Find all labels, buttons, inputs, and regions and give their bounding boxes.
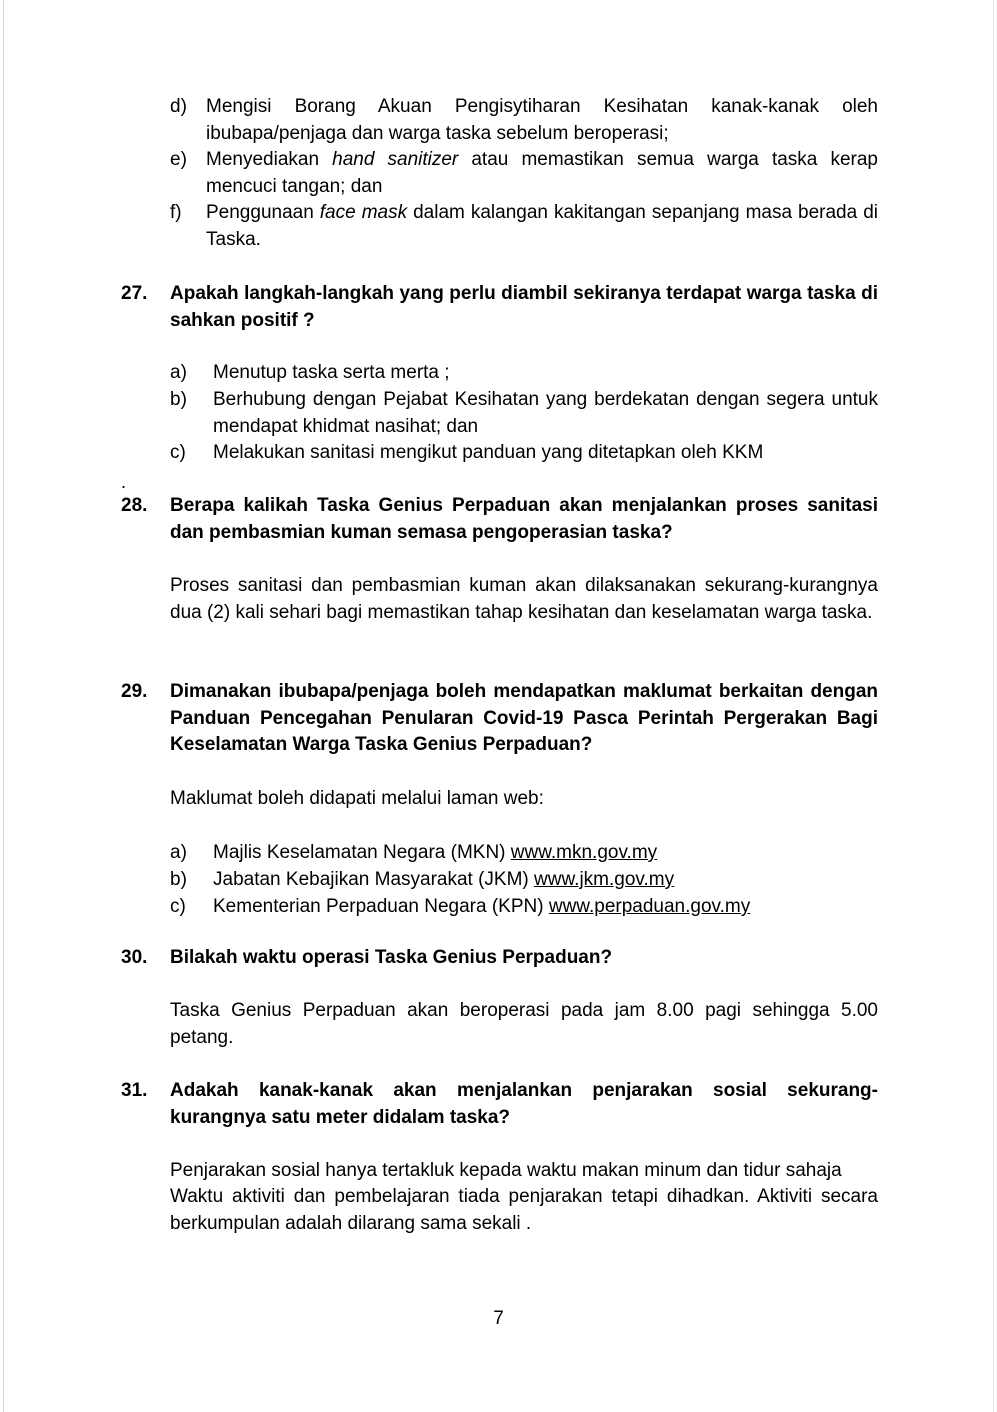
list-item-c	[0, 440, 997, 467]
website-item-jkm	[0, 867, 997, 894]
question-number: 28.	[121, 495, 148, 516]
question-text: Dimanakan ibubapa/penjaga boleh mendapatkan maklumat berkaitan dengan Panduan Pencegahan Penularan Covid-19 Pasca Perintah Pergerakan Bagi Keselamatan Warga Taska Genius Perpaduan?	[170, 681, 878, 755]
list-item-f	[0, 200, 997, 253]
text-after: dalam kalangan kakitangan sepanjang masa berada di Taska.	[206, 202, 878, 250]
agency-name: Majlis Keselamatan Negara (MKN)	[213, 842, 511, 863]
list-item-d	[0, 94, 997, 147]
text-before: Penggunaan	[206, 202, 320, 223]
website-item-kpn	[0, 894, 997, 921]
question-text: Adakah kanak-kanak akan menjalankan penjarakan sosial sekurang-kurangnya satu meter didalam taska?	[170, 1080, 878, 1128]
list-marker: d)	[170, 96, 187, 117]
text-before: Menyediakan	[206, 149, 333, 170]
list-item-e	[0, 147, 997, 200]
list-item-text: Mengisi Borang Akuan Pengisytiharan Kesihatan kanak-kanak oleh ibubapa/penjaga dan warga taska sebelum beroperasi;	[206, 96, 878, 144]
page-number: 7	[493, 1308, 504, 1329]
answer-text: Taska Genius Perpaduan akan beroperasi pada jam 8.00 pagi sehingga 5.00 petang.	[170, 1000, 878, 1048]
list-marker: a)	[170, 362, 187, 383]
question-text: Berapa kalikah Taska Genius Perpaduan akan menjalankan proses sanitasi dan pembasmian kuman semasa pengoperasian taska?	[170, 495, 878, 543]
answer-text: Proses sanitasi dan pembasmian kuman akan dilaksanakan sekurang-kurangnya dua (2) kali sehari bagi memastikan tahap kesihatan dan keselamatan warga taska.	[170, 575, 878, 623]
list-item-text	[213, 894, 878, 921]
list-item-text	[206, 147, 878, 200]
italic-term: face mask	[319, 202, 408, 223]
list-marker: c)	[170, 442, 186, 463]
list-marker: e)	[170, 149, 187, 170]
list-marker: b)	[170, 389, 187, 410]
website-link[interactable]: www.jkm.gov.my	[534, 869, 675, 890]
website-list	[0, 840, 997, 921]
stray-mark: .	[121, 472, 127, 492]
text-after: atau memastikan semua warga taska kerap mencuci tangan; dan	[206, 149, 878, 197]
answer-list	[0, 360, 997, 467]
website-link[interactable]: www.mkn.gov.my	[510, 842, 658, 863]
list-marker: a)	[170, 842, 187, 863]
list-item-text	[213, 867, 878, 894]
question-number: 29.	[121, 681, 148, 702]
question-text: Bilakah waktu operasi Taska Genius Perpaduan?	[170, 947, 613, 968]
website-link[interactable]: www.perpaduan.gov.my	[548, 896, 751, 917]
question-text: Apakah langkah-langkah yang perlu diambil sekiranya terdapat warga taska di sahkan positif ?	[170, 283, 878, 331]
list-item-text: Berhubung dengan Pejabat Kesihatan yang berdekatan dengan segera untuk mendapat khidmat nasihat; dan	[213, 389, 878, 437]
list-marker: c)	[170, 896, 186, 917]
list-marker: b)	[170, 869, 187, 890]
website-item-mkn	[0, 840, 997, 867]
agency-name: Jabatan Kebajikan Masyarakat (JKM)	[213, 869, 535, 890]
answer-text-line1: Penjarakan sosial hanya tertakluk kepada waktu makan minum dan tidur sahaja	[170, 1160, 842, 1181]
list-item-text	[213, 840, 878, 867]
question-number: 31.	[121, 1080, 148, 1101]
answer-text-rest: Waktu aktiviti dan pembelajaran tiada penjarakan tetapi dihadkan. Aktiviti secara berkumpulan adalah dilarang sama sekali .	[170, 1186, 878, 1234]
list-item-text: Menutup taska serta merta ;	[213, 362, 450, 383]
list-item-b	[0, 387, 997, 440]
list-item-a	[0, 360, 997, 387]
list-item-text	[206, 200, 878, 253]
question-number: 27.	[121, 283, 148, 304]
agency-name: Kementerian Perpaduan Negara (KPN)	[213, 896, 549, 917]
italic-term: hand sanitizer	[332, 149, 459, 170]
question-number: 30.	[121, 947, 148, 968]
list-item-text: Melakukan sanitasi mengikut panduan yang ditetapkan oleh KKM	[213, 442, 764, 463]
answer-text: Maklumat boleh didapati melalui laman web:	[170, 788, 544, 809]
list-marker: f)	[170, 202, 182, 223]
continued-list	[0, 94, 997, 253]
